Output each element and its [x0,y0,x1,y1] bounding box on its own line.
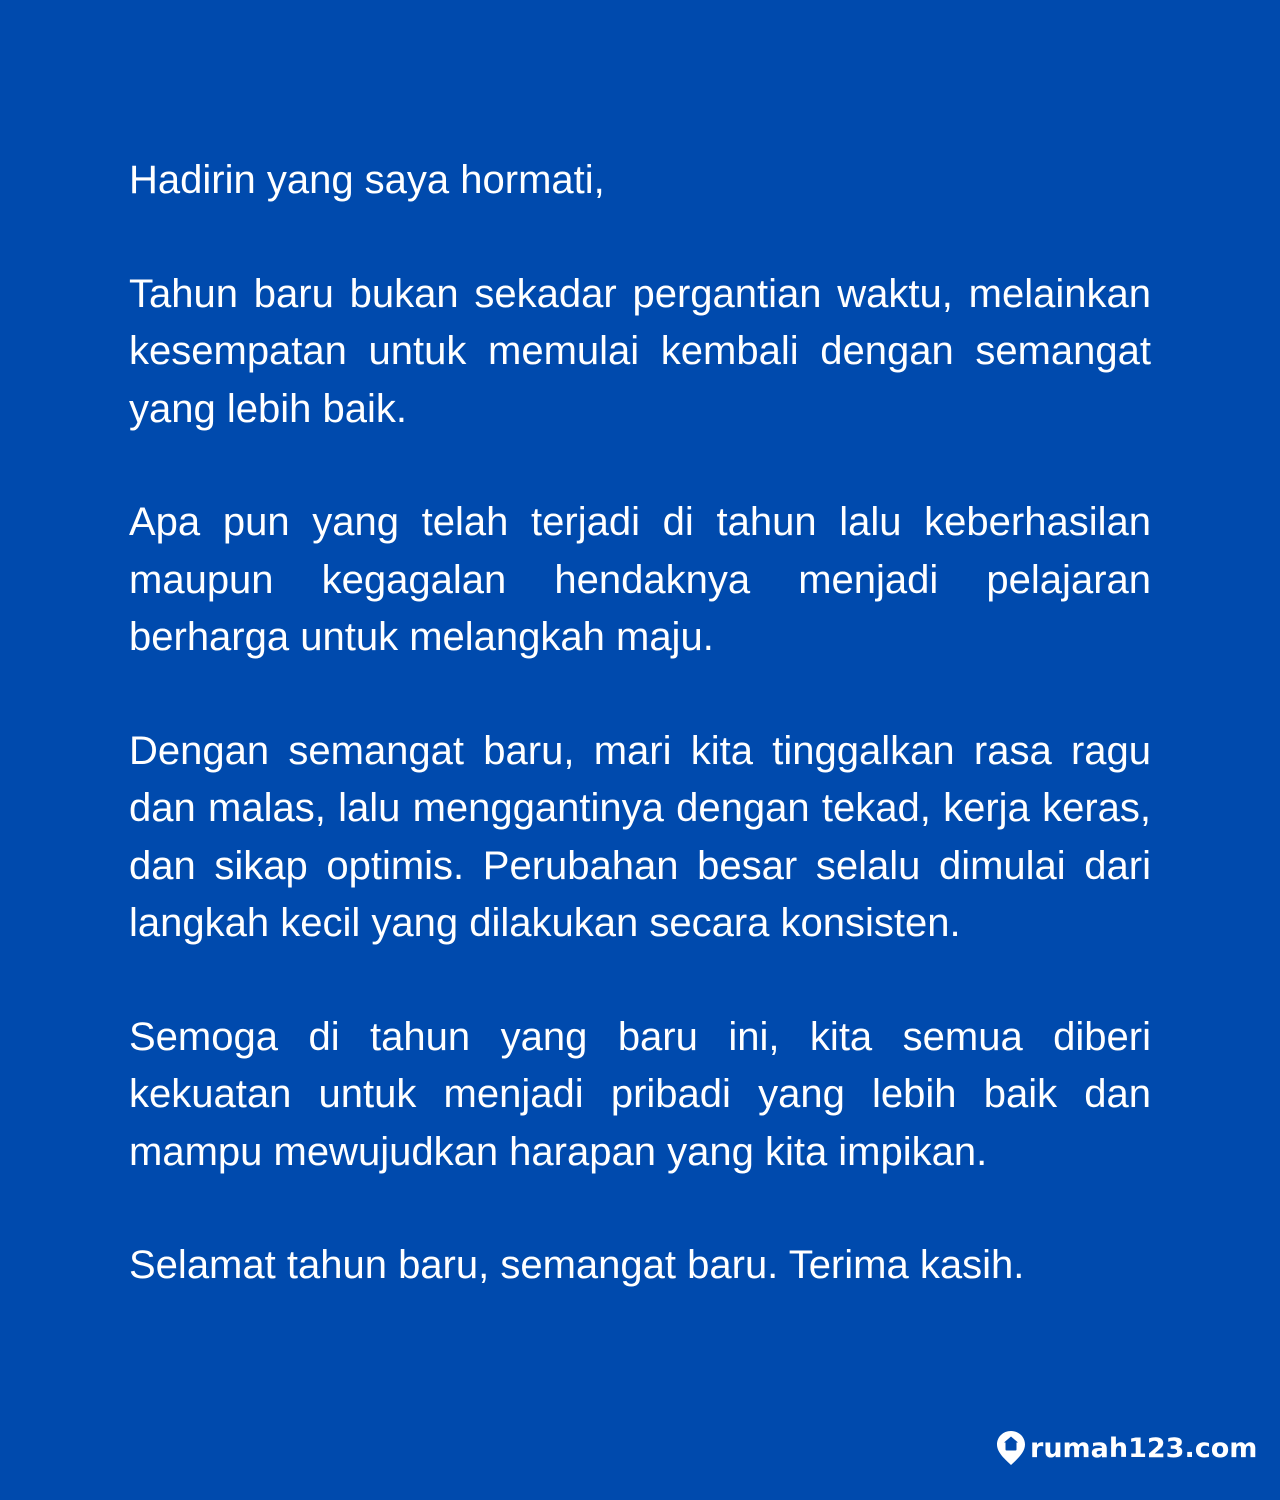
paragraph-4: Semoga di tahun yang baru ini, kita semua diberi kekuatan untuk menjadi pribadi yang lebih baik dan mampu mewujudkan harapan yang kita impikan. [129,1014,1151,1174]
brand-logo [996,1426,1257,1470]
closing: Selamat tahun baru, semangat baru. Terima kasih. [129,1243,1025,1287]
paragraph-3: Dengan semangat baru, mari kita tinggalkan rasa ragu dan malas, lalu menggantinya dengan tekad, kerja keras, dan sikap optimis. Perubahan besar selalu dimulai dari langkah kecil yang dilakukan secara konsisten. [129,728,1151,945]
brand-name: rumah123.com [1030,1432,1258,1464]
speech-text [129,152,1151,1351]
paragraph-1: Tahun baru bukan sekadar pergantian waktu, melainkan kesempatan untuk memulai kembali dengan semangat yang lebih baik. [129,271,1151,431]
greeting: Hadirin yang saya hormati, [129,158,605,202]
location-pin-icon [996,1430,1026,1466]
paragraph-2: Apa pun yang telah terjadi di tahun lalu keberhasilan maupun kegagalan hendaknya menjadi pelajaran berharga untuk melangkah maju. [129,500,1151,659]
